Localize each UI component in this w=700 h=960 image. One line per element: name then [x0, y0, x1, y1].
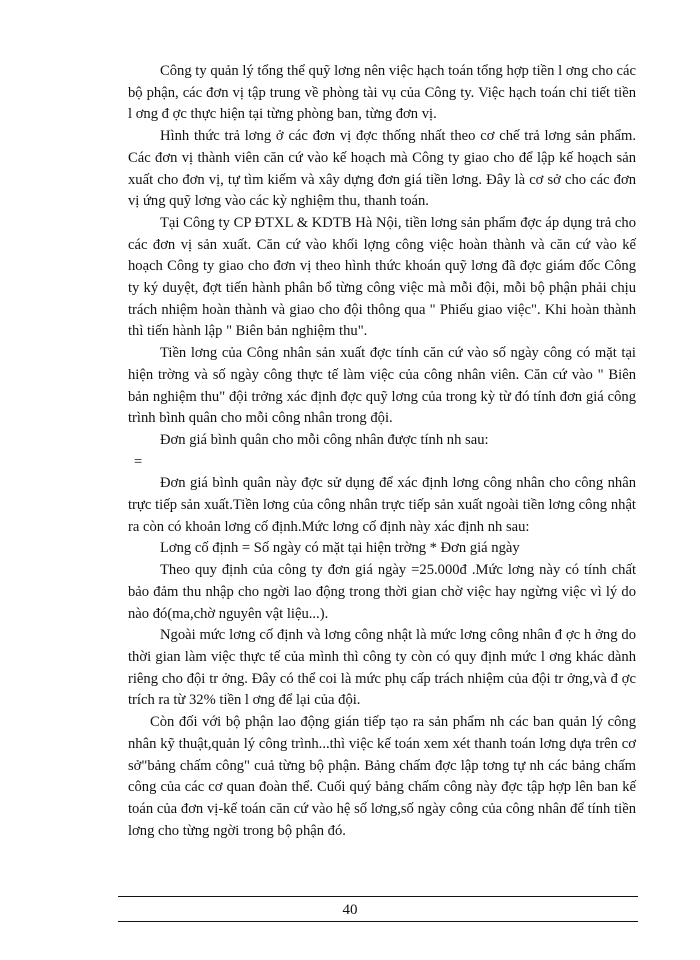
- footer-rule-top: [118, 896, 638, 897]
- paragraph-2: Hình thức trả lơng ở các đơn vị đợc thống nhất theo cơ chế trả lơng sản phẩm. Các đơn vị thành viên căn cứ vào kế hoạch mà Công ty giao cho để lập kế hoạch sản xuất cho đơn vị, tự tìm kiếm và xây dựng đơn giá tiền lơng. Đây là cơ sở cho các đơn vị ứng quỹ lơng vào các kỳ nghiệm thu, thanh toán.: [128, 128, 636, 210]
- paragraph-9: Còn đối với bộ phận lao động gián tiếp tạo ra sản phẩm nh các ban quản lý công nhân kỹ thuật,quản lý công trình...thì việc kế toán xem xét thanh toán lơng dựa trên cơ sở"bảng chấm công" cuả từng bộ phận. Bảng chấm đợc lập tơng tự nh các bảng chấm công của các cơ quan đoàn thể. Cuối quý bảng chấm công này đợc tập hợp lên ban kế toán của đơn vị-kế toán căn cứ vào hệ số lơng,số ngày công của công nhân để tính tiền lơng cho từng ngời trong bộ phận đó.: [128, 714, 636, 839]
- paragraph-3: Tại Công ty CP ĐTXL & KDTB Hà Nội, tiền lơng sản phẩm đợc áp dụng trả cho các đơn vị sản xuất. Căn cứ vào khối lợng công việc hoàn thành và căn cứ vào kế hoạch Công ty giao cho đơn vị theo hình thức khoán quỹ lơng đã đợc giám đốc Công ty ký duyệt, đợt tiến hành phân bổ từng công việc mà mỗi đội, mỗi bộ phận phải chịu trách nhiệm hoàn thành và giao cho đội thông qua " Phiếu giao việc". Khi hoàn thành thì tiến hành lập " Biên bản nghiệm thu".: [128, 214, 636, 340]
- page-number: 40: [342, 902, 358, 918]
- body-text: [128, 61, 636, 842]
- fixed-wage-formula: Lơng cố định = Số ngày có mặt tại hiện trờng * Đơn giá ngày: [160, 540, 520, 557]
- paragraph-1: Công ty quản lý tổng thể quỹ lơng nên việc hạch toán tổng hợp tiền l ơng cho các bộ phận, các đơn vị tập trung về phòng tài vụ của Công ty. Việc hạch toán chi tiết tiền l ơng đ ợc thực hiện tại từng phòng ban, từng đơn vị.: [128, 63, 636, 123]
- paragraph-6: Đơn giá bình quân này đợc sử dụng để xác định lơng công nhân cho công nhân trực tiếp sản xuất.Tiền lơng của công nhân trực tiếp sản xuất ngoài tiền lơng công nhật ra còn có khoản lơng cố định.Mức lơng cố định này xác định nh sau:: [128, 475, 636, 535]
- paragraph-4: Tiền lơng của Công nhân sản xuất đợc tính căn cứ vào số ngày công có mặt tại hiện trờng và số ngày công thực tế làm việc của công nhân viên. Căn cứ vào " Biên bản nghiệm thu" đội trởng xác định đợc quỹ lơng của trong kỳ từ đó tính đơn giá công trình bình quân cho mỗi công nhân trong đội.: [128, 345, 636, 427]
- footer-rule-bottom: [118, 921, 638, 922]
- paragraph-8: Ngoài mức lơng cố định và lơng công nhật là mức lơng công nhân đ ợc h ởng do thời gian làm việc thực tế của mình thì công ty còn có quy định mức l ơng khác dành riêng cho đội tr ởng. Đây có thể coi là mức phụ cấp trách nhiệm của đội tr ởng,và đ ợc trích ra từ 32% tiền l ơng để lại của đội.: [128, 627, 636, 709]
- paragraph-5: Đơn giá bình quân cho mỗi công nhân được tính nh sau:: [160, 431, 489, 448]
- equation-placeholder: =: [134, 453, 143, 470]
- paragraph-7: Theo quy định của công ty đơn giá ngày =25.000đ .Mức lơng này có tính chất bảo đảm thu nhập cho ngời lao động trong thời gian chờ việc hay ngừng việc vì lý do nào đó(ma,chờ nguyên vật liệu...).: [128, 562, 636, 622]
